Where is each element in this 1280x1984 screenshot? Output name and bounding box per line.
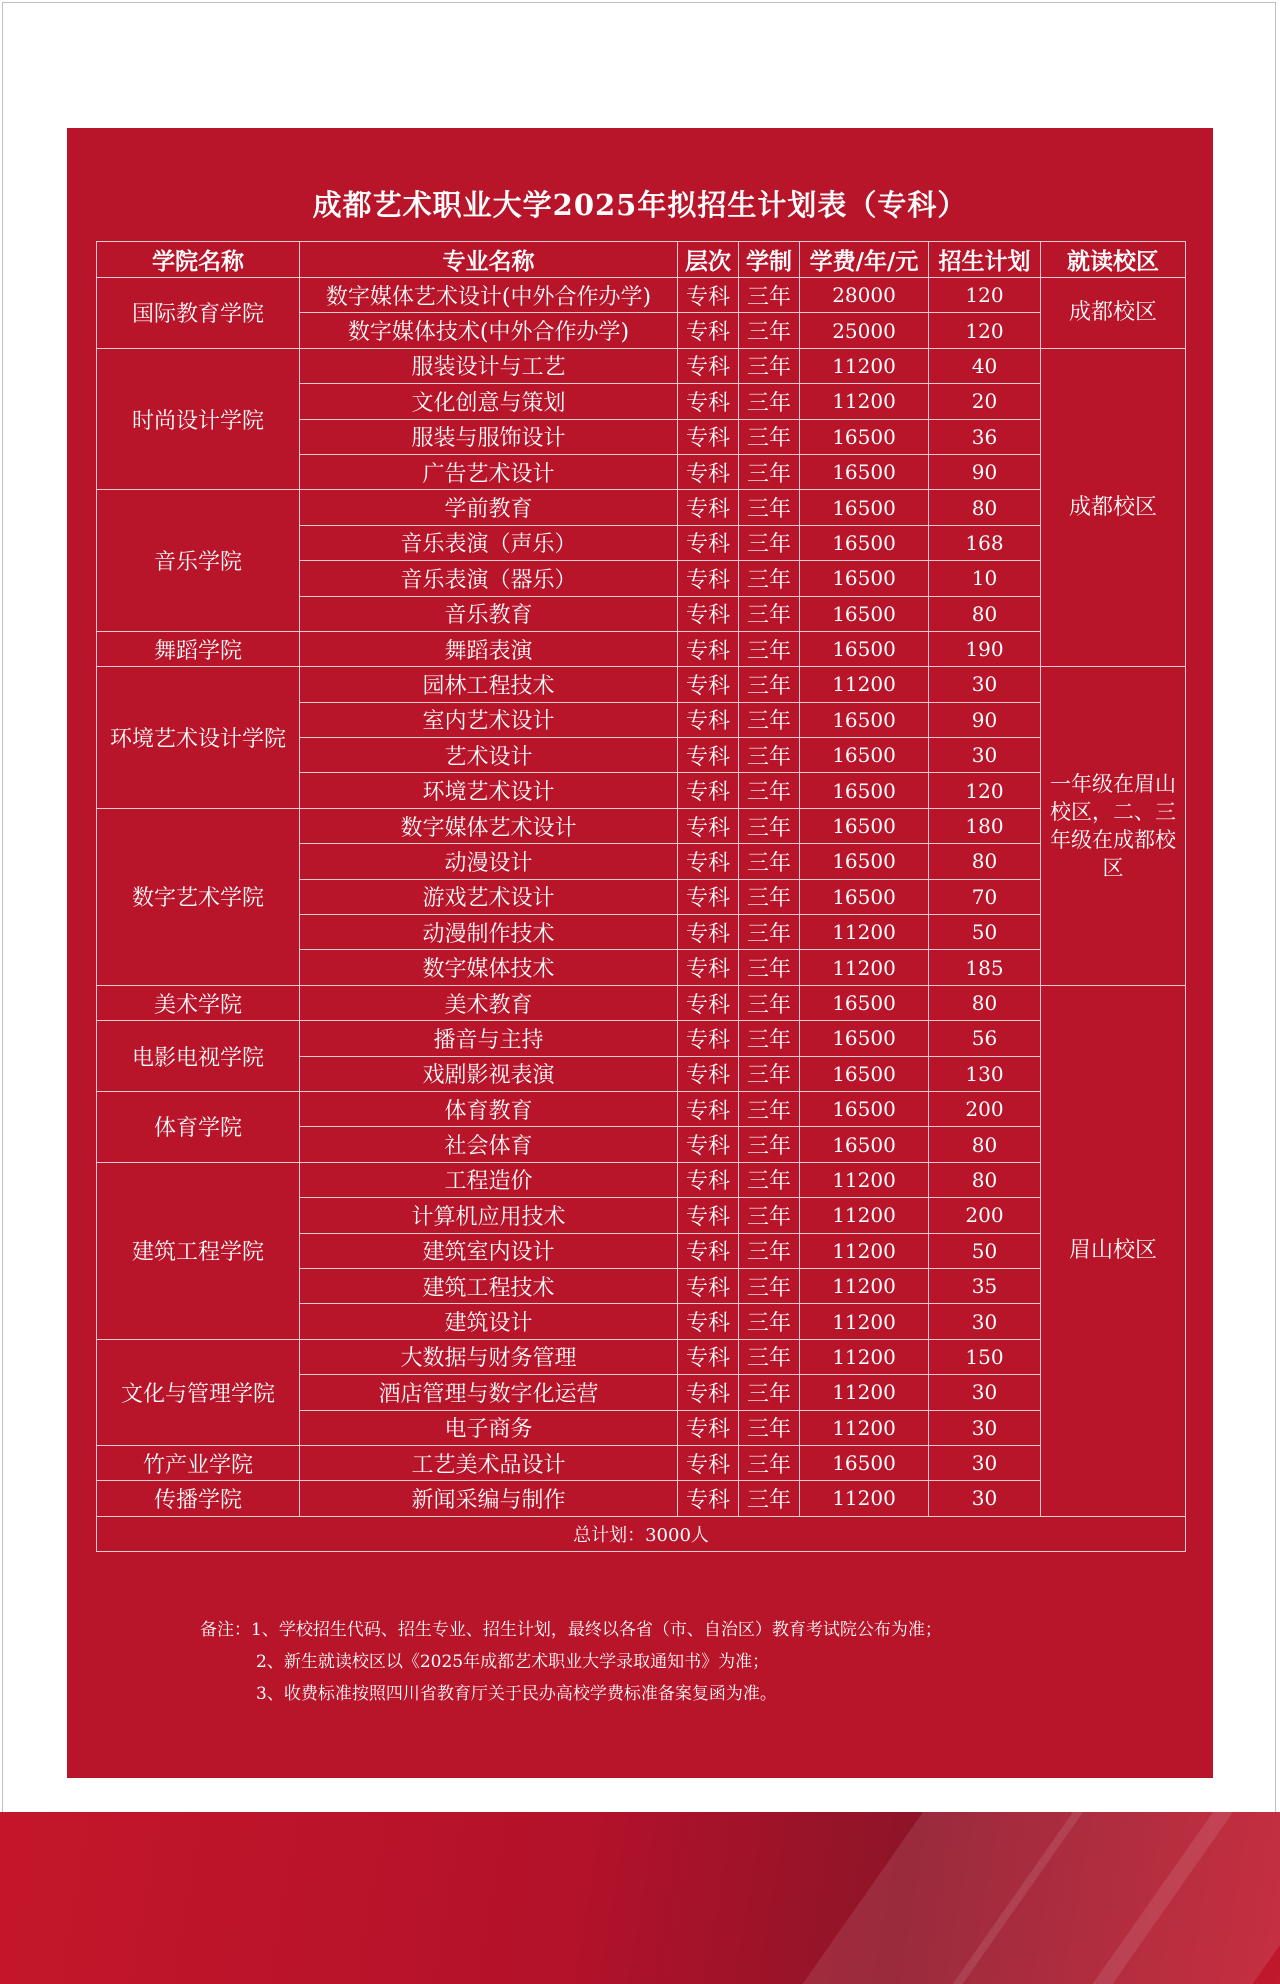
tuition-fee: 16500 xyxy=(800,844,929,879)
total-row xyxy=(97,1516,1186,1551)
enrollment-plan: 80 xyxy=(929,844,1041,879)
level-cell: 专科 xyxy=(678,667,739,702)
tuition-fee: 16500 xyxy=(800,1127,929,1162)
header-fee: 学费/年/元 xyxy=(800,242,929,278)
enrollment-plan: 120 xyxy=(929,313,1041,348)
duration-cell: 三年 xyxy=(739,1056,800,1091)
level-cell: 专科 xyxy=(678,1304,739,1339)
level-cell: 专科 xyxy=(678,454,739,489)
tuition-fee: 11200 xyxy=(800,1410,929,1445)
major-name: 音乐表演（声乐） xyxy=(300,525,678,560)
tuition-fee: 16500 xyxy=(800,879,929,914)
enrollment-plan: 30 xyxy=(929,1445,1041,1480)
enrollment-plan: 30 xyxy=(929,1304,1041,1339)
level-cell: 专科 xyxy=(678,1445,739,1480)
major-name: 广告艺术设计 xyxy=(300,454,678,489)
duration-cell: 三年 xyxy=(739,490,800,525)
level-cell: 专科 xyxy=(678,1021,739,1056)
enrollment-plan: 30 xyxy=(929,1375,1041,1410)
table-row xyxy=(97,985,1186,1020)
enrollment-plan: 30 xyxy=(929,1481,1041,1516)
enrollment-plan: 40 xyxy=(929,348,1041,383)
enrollment-plan: 36 xyxy=(929,419,1041,454)
tuition-fee: 11200 xyxy=(800,348,929,383)
enrollment-plan: 150 xyxy=(929,1339,1041,1374)
enrollment-plan: 80 xyxy=(929,985,1041,1020)
tuition-fee: 11200 xyxy=(800,1198,929,1233)
note-3: 3、收费标准按照四川省教育厅关于民办高校学费标准备案复函为准。 xyxy=(256,1684,777,1704)
tuition-fee: 16500 xyxy=(800,808,929,843)
level-cell: 专科 xyxy=(678,1127,739,1162)
tuition-fee: 16500 xyxy=(800,1091,929,1126)
major-name: 服装设计与工艺 xyxy=(300,348,678,383)
tuition-fee: 11200 xyxy=(800,1375,929,1410)
duration-cell: 三年 xyxy=(739,454,800,489)
enrollment-plan: 200 xyxy=(929,1091,1041,1126)
tuition-fee: 16500 xyxy=(800,1056,929,1091)
duration-cell: 三年 xyxy=(739,738,800,773)
duration-cell: 三年 xyxy=(739,950,800,985)
notes xyxy=(200,1614,942,1710)
level-cell: 专科 xyxy=(678,525,739,560)
enrollment-plan: 50 xyxy=(929,1233,1041,1268)
major-name: 体育教育 xyxy=(300,1091,678,1126)
major-name: 戏剧影视表演 xyxy=(300,1056,678,1091)
major-name: 大数据与财务管理 xyxy=(300,1339,678,1374)
college-name: 建筑工程学院 xyxy=(97,1162,300,1339)
header-major: 专业名称 xyxy=(300,242,678,278)
college-name: 传播学院 xyxy=(97,1481,300,1516)
tuition-fee: 11200 xyxy=(800,1339,929,1374)
table-row xyxy=(97,1445,1186,1480)
duration-cell: 三年 xyxy=(739,1304,800,1339)
enrollment-plan: 185 xyxy=(929,950,1041,985)
enrollment-plan: 168 xyxy=(929,525,1041,560)
table-row xyxy=(97,1021,1186,1056)
duration-cell: 三年 xyxy=(739,1162,800,1197)
enrollment-plan: 50 xyxy=(929,915,1041,950)
enrollment-plan: 120 xyxy=(929,773,1041,808)
major-name: 建筑室内设计 xyxy=(300,1233,678,1268)
enrollment-plan: 70 xyxy=(929,879,1041,914)
major-name: 数字媒体艺术设计(中外合作办学) xyxy=(300,278,678,313)
duration-cell: 三年 xyxy=(739,879,800,914)
major-name: 建筑设计 xyxy=(300,1304,678,1339)
tuition-fee: 11200 xyxy=(800,950,929,985)
level-cell: 专科 xyxy=(678,1091,739,1126)
duration-cell: 三年 xyxy=(739,773,800,808)
major-name: 园林工程技术 xyxy=(300,667,678,702)
enrollment-plan: 130 xyxy=(929,1056,1041,1091)
tuition-fee: 16500 xyxy=(800,738,929,773)
tuition-fee: 11200 xyxy=(800,915,929,950)
duration-cell: 三年 xyxy=(739,1445,800,1480)
duration-cell: 三年 xyxy=(739,915,800,950)
level-cell: 专科 xyxy=(678,1162,739,1197)
major-name: 新闻采编与制作 xyxy=(300,1481,678,1516)
enrollment-plan: 80 xyxy=(929,596,1041,631)
table-header-row xyxy=(97,242,1186,278)
level-cell: 专科 xyxy=(678,950,739,985)
tuition-fee: 11200 xyxy=(800,667,929,702)
tuition-fee: 16500 xyxy=(800,525,929,560)
college-name: 竹产业学院 xyxy=(97,1445,300,1480)
table-row xyxy=(97,1481,1186,1516)
enrollment-plan: 30 xyxy=(929,1410,1041,1445)
tuition-fee: 16500 xyxy=(800,1021,929,1056)
duration-cell: 三年 xyxy=(739,1410,800,1445)
enrollment-plan: 200 xyxy=(929,1198,1041,1233)
campus-name: 成都校区 xyxy=(1041,348,1186,667)
tuition-fee: 11200 xyxy=(800,1268,929,1303)
major-name: 室内艺术设计 xyxy=(300,702,678,737)
campus-name: 一年级在眉山校区，二、三年级在成都校区 xyxy=(1041,667,1186,986)
duration-cell: 三年 xyxy=(739,631,800,666)
college-name: 时尚设计学院 xyxy=(97,348,300,490)
enrollment-poster xyxy=(67,128,1213,1778)
level-cell: 专科 xyxy=(678,808,739,843)
enrollment-plan: 90 xyxy=(929,454,1041,489)
table-row xyxy=(97,667,1186,702)
total-plan: 总计划：3000人 xyxy=(97,1516,1186,1551)
decorative-footer-band xyxy=(0,1812,1280,1984)
duration-cell: 三年 xyxy=(739,419,800,454)
enrollment-plan: 30 xyxy=(929,667,1041,702)
enrollment-plan: 56 xyxy=(929,1021,1041,1056)
major-name: 服装与服饰设计 xyxy=(300,419,678,454)
duration-cell: 三年 xyxy=(739,1233,800,1268)
header-level: 层次 xyxy=(678,242,739,278)
major-name: 数字媒体技术 xyxy=(300,950,678,985)
tuition-fee: 11200 xyxy=(800,1162,929,1197)
major-name: 文化创意与策划 xyxy=(300,384,678,419)
enrollment-plan: 190 xyxy=(929,631,1041,666)
enrollment-plan: 30 xyxy=(929,738,1041,773)
duration-cell: 三年 xyxy=(739,278,800,313)
tuition-fee: 16500 xyxy=(800,702,929,737)
major-name: 舞蹈表演 xyxy=(300,631,678,666)
table-row xyxy=(97,348,1186,383)
header-campus: 就读校区 xyxy=(1041,242,1186,278)
duration-cell: 三年 xyxy=(739,384,800,419)
major-name: 播音与主持 xyxy=(300,1021,678,1056)
college-name: 电影电视学院 xyxy=(97,1021,300,1092)
duration-cell: 三年 xyxy=(739,561,800,596)
tuition-fee: 16500 xyxy=(800,419,929,454)
level-cell: 专科 xyxy=(678,1339,739,1374)
header-duration: 学制 xyxy=(739,242,800,278)
duration-cell: 三年 xyxy=(739,1481,800,1516)
level-cell: 专科 xyxy=(678,631,739,666)
major-name: 环境艺术设计 xyxy=(300,773,678,808)
campus-name: 眉山校区 xyxy=(1041,985,1186,1516)
level-cell: 专科 xyxy=(678,419,739,454)
header-plan: 招生计划 xyxy=(929,242,1041,278)
level-cell: 专科 xyxy=(678,348,739,383)
duration-cell: 三年 xyxy=(739,844,800,879)
major-name: 社会体育 xyxy=(300,1127,678,1162)
level-cell: 专科 xyxy=(678,490,739,525)
page-title: 成都艺术职业大学2025年拟招生计划表（专科） xyxy=(312,188,968,222)
level-cell: 专科 xyxy=(678,702,739,737)
duration-cell: 三年 xyxy=(739,348,800,383)
level-cell: 专科 xyxy=(678,773,739,808)
level-cell: 专科 xyxy=(678,1198,739,1233)
major-name: 动漫设计 xyxy=(300,844,678,879)
level-cell: 专科 xyxy=(678,596,739,631)
tuition-fee: 11200 xyxy=(800,384,929,419)
major-name: 美术教育 xyxy=(300,985,678,1020)
college-name: 体育学院 xyxy=(97,1091,300,1162)
duration-cell: 三年 xyxy=(739,1375,800,1410)
enrollment-plan: 90 xyxy=(929,702,1041,737)
level-cell: 专科 xyxy=(678,1233,739,1268)
major-name: 酒店管理与数字化运营 xyxy=(300,1375,678,1410)
duration-cell: 三年 xyxy=(739,985,800,1020)
major-name: 学前教育 xyxy=(300,490,678,525)
enrollment-plan: 20 xyxy=(929,384,1041,419)
college-name: 国际教育学院 xyxy=(97,278,300,349)
table-row xyxy=(97,808,1186,843)
note-2: 2、新生就读校区以《2025年成都艺术职业大学录取通知书》为准； xyxy=(256,1652,770,1672)
enrollment-plan: 10 xyxy=(929,561,1041,596)
table-row xyxy=(97,631,1186,666)
tuition-fee: 11200 xyxy=(800,1233,929,1268)
table-body xyxy=(97,278,1186,1517)
duration-cell: 三年 xyxy=(739,1268,800,1303)
enrollment-plan: 80 xyxy=(929,490,1041,525)
level-cell: 专科 xyxy=(678,384,739,419)
level-cell: 专科 xyxy=(678,1481,739,1516)
tuition-fee: 16500 xyxy=(800,596,929,631)
duration-cell: 三年 xyxy=(739,1127,800,1162)
duration-cell: 三年 xyxy=(739,1339,800,1374)
enrollment-plan-table xyxy=(96,241,1186,1552)
tuition-fee: 16500 xyxy=(800,773,929,808)
duration-cell: 三年 xyxy=(739,1198,800,1233)
enrollment-plan: 80 xyxy=(929,1127,1041,1162)
major-name: 音乐教育 xyxy=(300,596,678,631)
major-name: 动漫制作技术 xyxy=(300,915,678,950)
level-cell: 专科 xyxy=(678,1410,739,1445)
college-name: 美术学院 xyxy=(97,985,300,1020)
college-name: 舞蹈学院 xyxy=(97,631,300,666)
duration-cell: 三年 xyxy=(739,313,800,348)
major-name: 艺术设计 xyxy=(300,738,678,773)
note-1: 备注：1、学校招生代码、招生专业、招生计划，最终以各省（市、自治区）教育考试院公布为准； xyxy=(200,1620,942,1640)
table-row xyxy=(97,1162,1186,1197)
college-name: 环境艺术设计学院 xyxy=(97,667,300,809)
level-cell: 专科 xyxy=(678,278,739,313)
major-name: 音乐表演（器乐） xyxy=(300,561,678,596)
level-cell: 专科 xyxy=(678,1056,739,1091)
major-name: 数字媒体技术(中外合作办学) xyxy=(300,313,678,348)
duration-cell: 三年 xyxy=(739,596,800,631)
tuition-fee: 16500 xyxy=(800,631,929,666)
table-row xyxy=(97,278,1186,313)
level-cell: 专科 xyxy=(678,313,739,348)
duration-cell: 三年 xyxy=(739,525,800,560)
duration-cell: 三年 xyxy=(739,667,800,702)
level-cell: 专科 xyxy=(678,1375,739,1410)
tuition-fee: 16500 xyxy=(800,561,929,596)
level-cell: 专科 xyxy=(678,844,739,879)
major-name: 电子商务 xyxy=(300,1410,678,1445)
tuition-fee: 25000 xyxy=(800,313,929,348)
college-name: 数字艺术学院 xyxy=(97,808,300,985)
tuition-fee: 11200 xyxy=(800,1481,929,1516)
enrollment-plan: 120 xyxy=(929,278,1041,313)
duration-cell: 三年 xyxy=(739,702,800,737)
level-cell: 专科 xyxy=(678,561,739,596)
level-cell: 专科 xyxy=(678,738,739,773)
tuition-fee: 11200 xyxy=(800,1304,929,1339)
level-cell: 专科 xyxy=(678,879,739,914)
tuition-fee: 16500 xyxy=(800,985,929,1020)
level-cell: 专科 xyxy=(678,915,739,950)
major-name: 工艺美术品设计 xyxy=(300,1445,678,1480)
major-name: 工程造价 xyxy=(300,1162,678,1197)
duration-cell: 三年 xyxy=(739,1021,800,1056)
tuition-fee: 16500 xyxy=(800,490,929,525)
duration-cell: 三年 xyxy=(739,808,800,843)
campus-name: 成都校区 xyxy=(1041,278,1186,349)
table-row xyxy=(97,1339,1186,1374)
enrollment-plan: 180 xyxy=(929,808,1041,843)
enrollment-plan: 35 xyxy=(929,1268,1041,1303)
major-name: 数字媒体艺术设计 xyxy=(300,808,678,843)
level-cell: 专科 xyxy=(678,1268,739,1303)
table-row xyxy=(97,1091,1186,1126)
tuition-fee: 28000 xyxy=(800,278,929,313)
duration-cell: 三年 xyxy=(739,1091,800,1126)
college-name: 音乐学院 xyxy=(97,490,300,632)
major-name: 计算机应用技术 xyxy=(300,1198,678,1233)
major-name: 建筑工程技术 xyxy=(300,1268,678,1303)
level-cell: 专科 xyxy=(678,985,739,1020)
college-name: 文化与管理学院 xyxy=(97,1339,300,1445)
major-name: 游戏艺术设计 xyxy=(300,879,678,914)
enrollment-plan: 80 xyxy=(929,1162,1041,1197)
tuition-fee: 16500 xyxy=(800,1445,929,1480)
header-college: 学院名称 xyxy=(97,242,300,278)
tuition-fee: 16500 xyxy=(800,454,929,489)
table-row xyxy=(97,490,1186,525)
